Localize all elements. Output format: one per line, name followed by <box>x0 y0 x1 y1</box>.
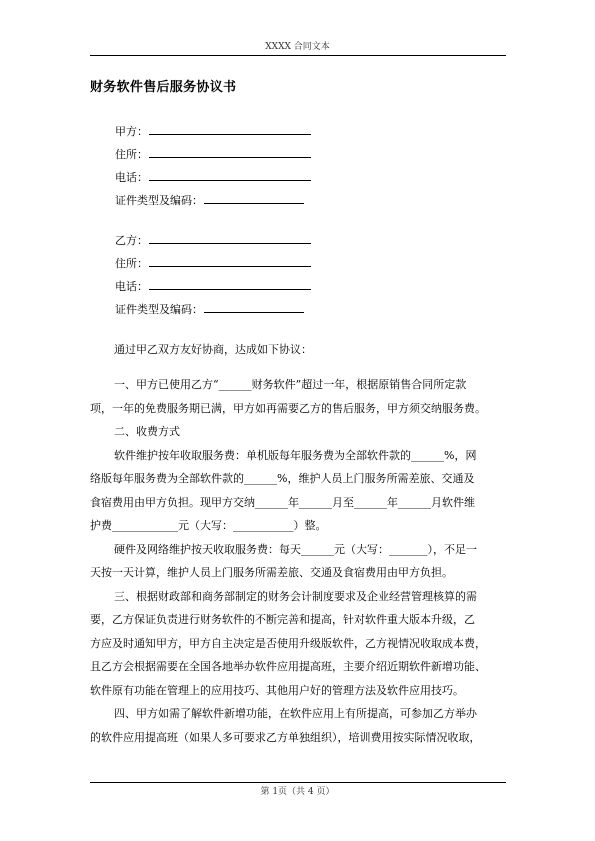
clause-2-para-2-line-1: 硬件及网络维护按天收取服务费：每天______元（大写：_______），不足一 <box>114 542 477 556</box>
party-a-address-field <box>115 147 311 162</box>
footer-divider <box>90 782 506 783</box>
clause-2-para-2-line-2: 天按一天计算，维护人员上门服务所需差旅、交通及食宿费用由甲方负担。 <box>90 566 453 579</box>
clause-3-line-4: 且乙方会根据需要在全国各地举办软件应用提高班，主要介绍近期软件新增功能、 <box>90 660 486 673</box>
clause-3-line-1: 三、根据财政部和商务部制定的财务会计制度要求及企业经营管理核算的需 <box>114 589 477 603</box>
party-b-address-blank[interactable] <box>149 256 311 267</box>
clause-4-line-1: 四、甲方如需了解软件新增功能，在软件应用上有所提高，可参加乙方举办 <box>114 707 477 720</box>
party-a-name-field <box>115 124 311 139</box>
header-divider <box>90 55 506 56</box>
clause-1-line-1: 一、甲方已使用乙方“______财务软件”超过一年，根据原销售合同所定款 <box>114 378 467 391</box>
party-a-address-label: 住所： <box>115 148 148 161</box>
clause-2-para-1-line-4: 护费____________元（大写：___________）整。 <box>90 519 327 532</box>
clause-3-line-5: 软件原有功能在管理上的应用技巧、其他用户好的管理方法及软件应用技巧。 <box>90 683 464 697</box>
page-footer: 第 1页（共 4 页） <box>260 787 335 797</box>
party-a-id-label: 证件类型及编码： <box>115 194 203 207</box>
page-header: XXXX 合同文本 <box>265 42 330 52</box>
party-b-address-label: 住所： <box>115 257 148 270</box>
party-b-name-field <box>115 233 311 248</box>
party-b-phone-label: 电话： <box>115 280 148 293</box>
party-a-phone-blank[interactable] <box>149 170 311 181</box>
clause-2-para-1-line-3: 食宿费用由甲方负担。现甲方交纳______年______月至______年______月软件维 <box>90 495 475 509</box>
party-a-phone-field <box>115 170 311 185</box>
clause-3-line-2: 要，乙方保证负责进行财务软件的不断完善和提高，针对软件重大版本升级，乙 <box>90 613 475 626</box>
clause-2-para-1-line-2: 络版每年服务费为全部软件款的______%，维护人员上门服务所需差旅、交通及 <box>90 472 475 485</box>
clause-2-heading: 二、收费方式 <box>114 425 180 438</box>
clause-2-para-1-line-1: 软件维护按年收取服务费：单机版每年服务费为全部软件款的______%，网 <box>114 448 477 462</box>
party-b-address-field <box>115 256 311 271</box>
party-b-phone-blank[interactable] <box>149 279 311 290</box>
party-a-address-blank[interactable] <box>149 147 311 158</box>
contract-body <box>90 373 506 749</box>
clause-1-line-2: 项，一年的免费服务期已满，甲方如再需要乙方的售后服务，甲方须交纳服务费。 <box>90 401 486 415</box>
party-b-id-blank[interactable] <box>204 302 304 313</box>
party-b-phone-field <box>115 279 311 294</box>
party-a-name-blank[interactable] <box>149 124 311 135</box>
party-b-name-blank[interactable] <box>149 233 311 244</box>
party-a-name-label: 甲方： <box>115 125 148 138</box>
clause-3-line-3: 方应及时通知甲方，甲方自主决定是否使用升级版软件，乙方视情况收取成本费， <box>90 636 486 650</box>
party-a-id-field <box>115 193 304 208</box>
party-b-id-field <box>115 302 304 317</box>
party-b-id-label: 证件类型及编码： <box>115 303 203 316</box>
party-b-name-label: 乙方： <box>115 234 148 247</box>
party-a-phone-label: 电话： <box>115 171 148 184</box>
clause-4-line-2: 的软件应用提高班（如果人多可要求乙方单独组织），培训费用按实际情况收取， <box>90 730 481 744</box>
intro-text: 通过甲乙双方友好协商，达成如下协议： <box>114 343 312 356</box>
party-a-id-blank[interactable] <box>204 193 304 204</box>
document-title: 财务软件售后服务协议书 <box>90 80 237 95</box>
